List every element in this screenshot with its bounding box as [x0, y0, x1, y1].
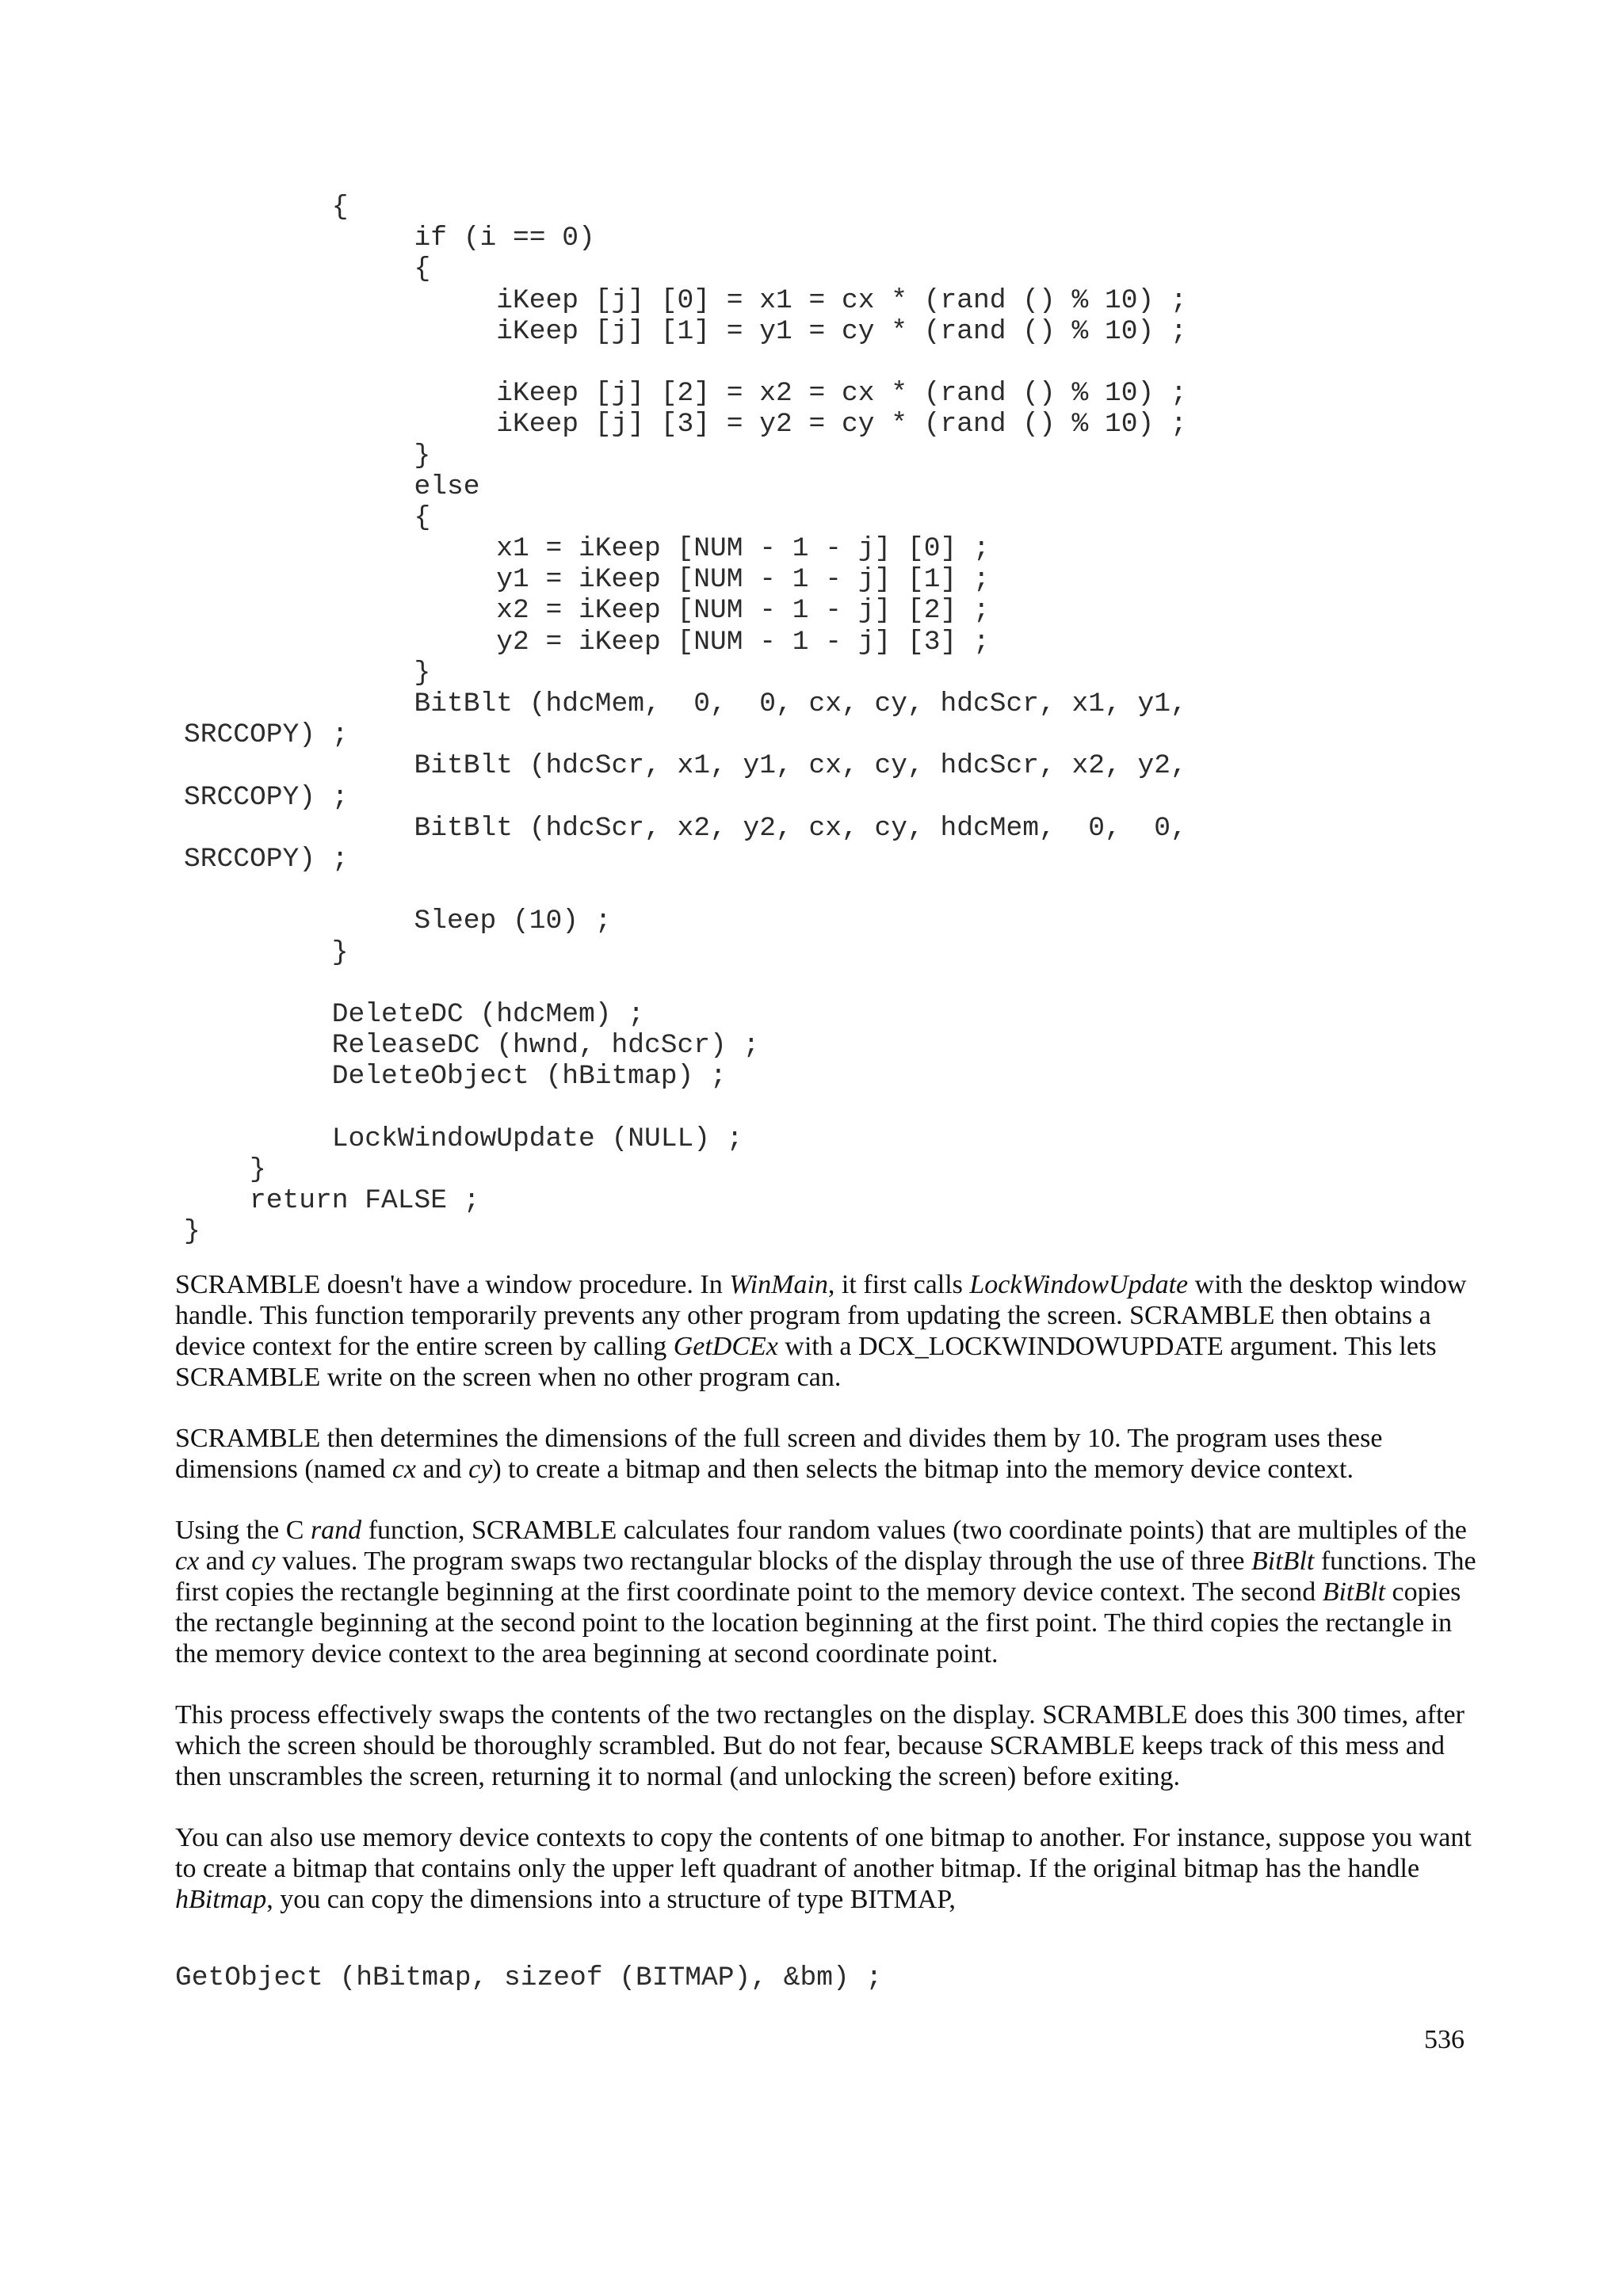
code-snippet: GetObject (hBitmap, sizeof (BITMAP), &bm) ; [175, 1962, 883, 1993]
paragraph [175, 1515, 1483, 1669]
code-line: { [184, 502, 431, 533]
paragraph [175, 1822, 1483, 1915]
code-line: x1 = iKeep [NUM - 1 - j] [0] ; [184, 533, 990, 565]
italic-term: GetDCEx [673, 1332, 778, 1361]
code-line: SRCCOPY) ; [184, 781, 349, 813]
text-run: function, SCRAMBLE calculates four random values (two coordinate points) that are multiples of the [361, 1516, 1467, 1545]
code-line: y1 = iKeep [NUM - 1 - j] [1] ; [184, 564, 990, 596]
text-run: SCRAMBLE then determines the dimensions of the full screen and divides them by 10. The program uses these dimensions (named [175, 1424, 1383, 1484]
code-line: SRCCOPY) ; [184, 843, 349, 875]
italic-term: LockWindowUpdate [969, 1270, 1189, 1299]
code-line: ReleaseDC (hwnd, hdcScr) ; [184, 1030, 760, 1062]
text-run: copies the rectangle beginning at the second point to the location beginning at the first point. The third copies the rectangle in the memory device context to the area beginning at second coordinate point. [175, 1577, 1461, 1669]
code-line: { [184, 254, 431, 285]
text-run: ) to create a bitmap and then selects the bitmap into the memory device context. [492, 1455, 1354, 1484]
code-line: BitBlt (hdcMem, 0, 0, cx, cy, hdcScr, x1, y1, [184, 688, 1187, 719]
text-run: values. The program swaps two rectangular blocks of the display through the use of three [275, 1547, 1252, 1576]
text-run: , it first calls [827, 1270, 970, 1299]
code-line: return FALSE ; [184, 1185, 480, 1216]
text-run: with the desktop window handle. This function temporarily prevents any other program from updating the screen. SCRAMBLE then obtains a device context for the entire screen by calling [175, 1270, 1467, 1361]
text-run: functions. The first copies the rectangle beginning at the first coordinate point to the memory device context. The second [175, 1547, 1476, 1607]
code-line: } [184, 1154, 266, 1185]
code-listing [184, 192, 1187, 1247]
page-number: 536 [1424, 2025, 1465, 2054]
code-line: y2 = iKeep [NUM - 1 - j] [3] ; [184, 626, 990, 658]
italic-term: hBitmap [175, 1885, 267, 1914]
text-run: This process effectively swaps the contents of the two rectangles on the display. SCRAMBLE does this 300 times, after which the screen should be thoroughly scrambled. But do not fear, because SCRAMBLE keeps track of this mess and then unscrambles the screen, returning it to normal (and unlocking the screen) before exiting. [175, 1700, 1465, 1791]
code-line: } [184, 936, 349, 968]
italic-term: cy [468, 1455, 493, 1484]
text-run: , you can copy the dimensions into a structure of type BITMAP, [266, 1885, 956, 1914]
italic-term: BitBlt [1251, 1547, 1315, 1576]
code-line: x2 = iKeep [NUM - 1 - j] [2] ; [184, 595, 990, 627]
code-line: BitBlt (hdcScr, x2, y2, cx, cy, hdcMem, 0, 0, [184, 812, 1187, 844]
code-line: iKeep [j] [2] = x2 = cx * (rand () % 10) ; [184, 378, 1187, 410]
italic-term: cx [391, 1455, 417, 1484]
code-line [184, 1092, 1187, 1123]
code-line: BitBlt (hdcScr, x1, y1, cx, cy, hdcScr, x2, y2, [184, 750, 1187, 782]
code-line: } [184, 1216, 200, 1248]
code-line: DeleteObject (hBitmap) ; [184, 1061, 727, 1093]
text-run: and [416, 1455, 469, 1484]
code-line: LockWindowUpdate (NULL) ; [184, 1123, 743, 1154]
code-line [184, 968, 1187, 999]
code-line [184, 347, 1187, 378]
code-line: } [184, 657, 431, 688]
code-line: Sleep (10) ; [184, 906, 612, 937]
italic-term: WinMain [729, 1270, 828, 1299]
text-run: You can also use memory device contexts to copy the contents of one bitmap to another. For instance, suppose you want to create a bitmap that contains only the upper left quadrant of another bitmap. If the original bitmap has the handle [175, 1823, 1472, 1883]
code-line: } [184, 440, 431, 471]
code-line [184, 875, 1187, 906]
text-run: Using the C [175, 1516, 311, 1545]
italic-term: cx [175, 1547, 200, 1576]
code-line: DeleteDC (hdcMem) ; [184, 998, 645, 1030]
text-run: SCRAMBLE doesn't have a window procedure. In [175, 1270, 730, 1299]
paragraph [175, 1269, 1483, 1393]
code-line: iKeep [j] [1] = y1 = cy * (rand () % 10) ; [184, 315, 1187, 347]
code-line: iKeep [j] [0] = x1 = cx * (rand () % 10) ; [184, 284, 1187, 316]
italic-term: cy [251, 1547, 276, 1576]
text-run: with a DCX_LOCKWINDOWUPDATE argument. This lets SCRAMBLE write on the screen when no other program can. [175, 1332, 1437, 1392]
paragraph [175, 1423, 1483, 1485]
italic-term: BitBlt [1322, 1577, 1386, 1607]
code-line: { [184, 192, 349, 223]
code-line: if (i == 0) [184, 223, 595, 254]
code-line: else [184, 471, 480, 502]
paragraph [175, 1699, 1483, 1792]
code-line: SRCCOPY) ; [184, 719, 349, 751]
code-line: iKeep [j] [3] = y2 = cy * (rand () % 10) ; [184, 409, 1187, 441]
text-run: and [199, 1547, 252, 1576]
italic-term: rand [310, 1516, 362, 1545]
body-text [175, 1269, 1483, 1915]
